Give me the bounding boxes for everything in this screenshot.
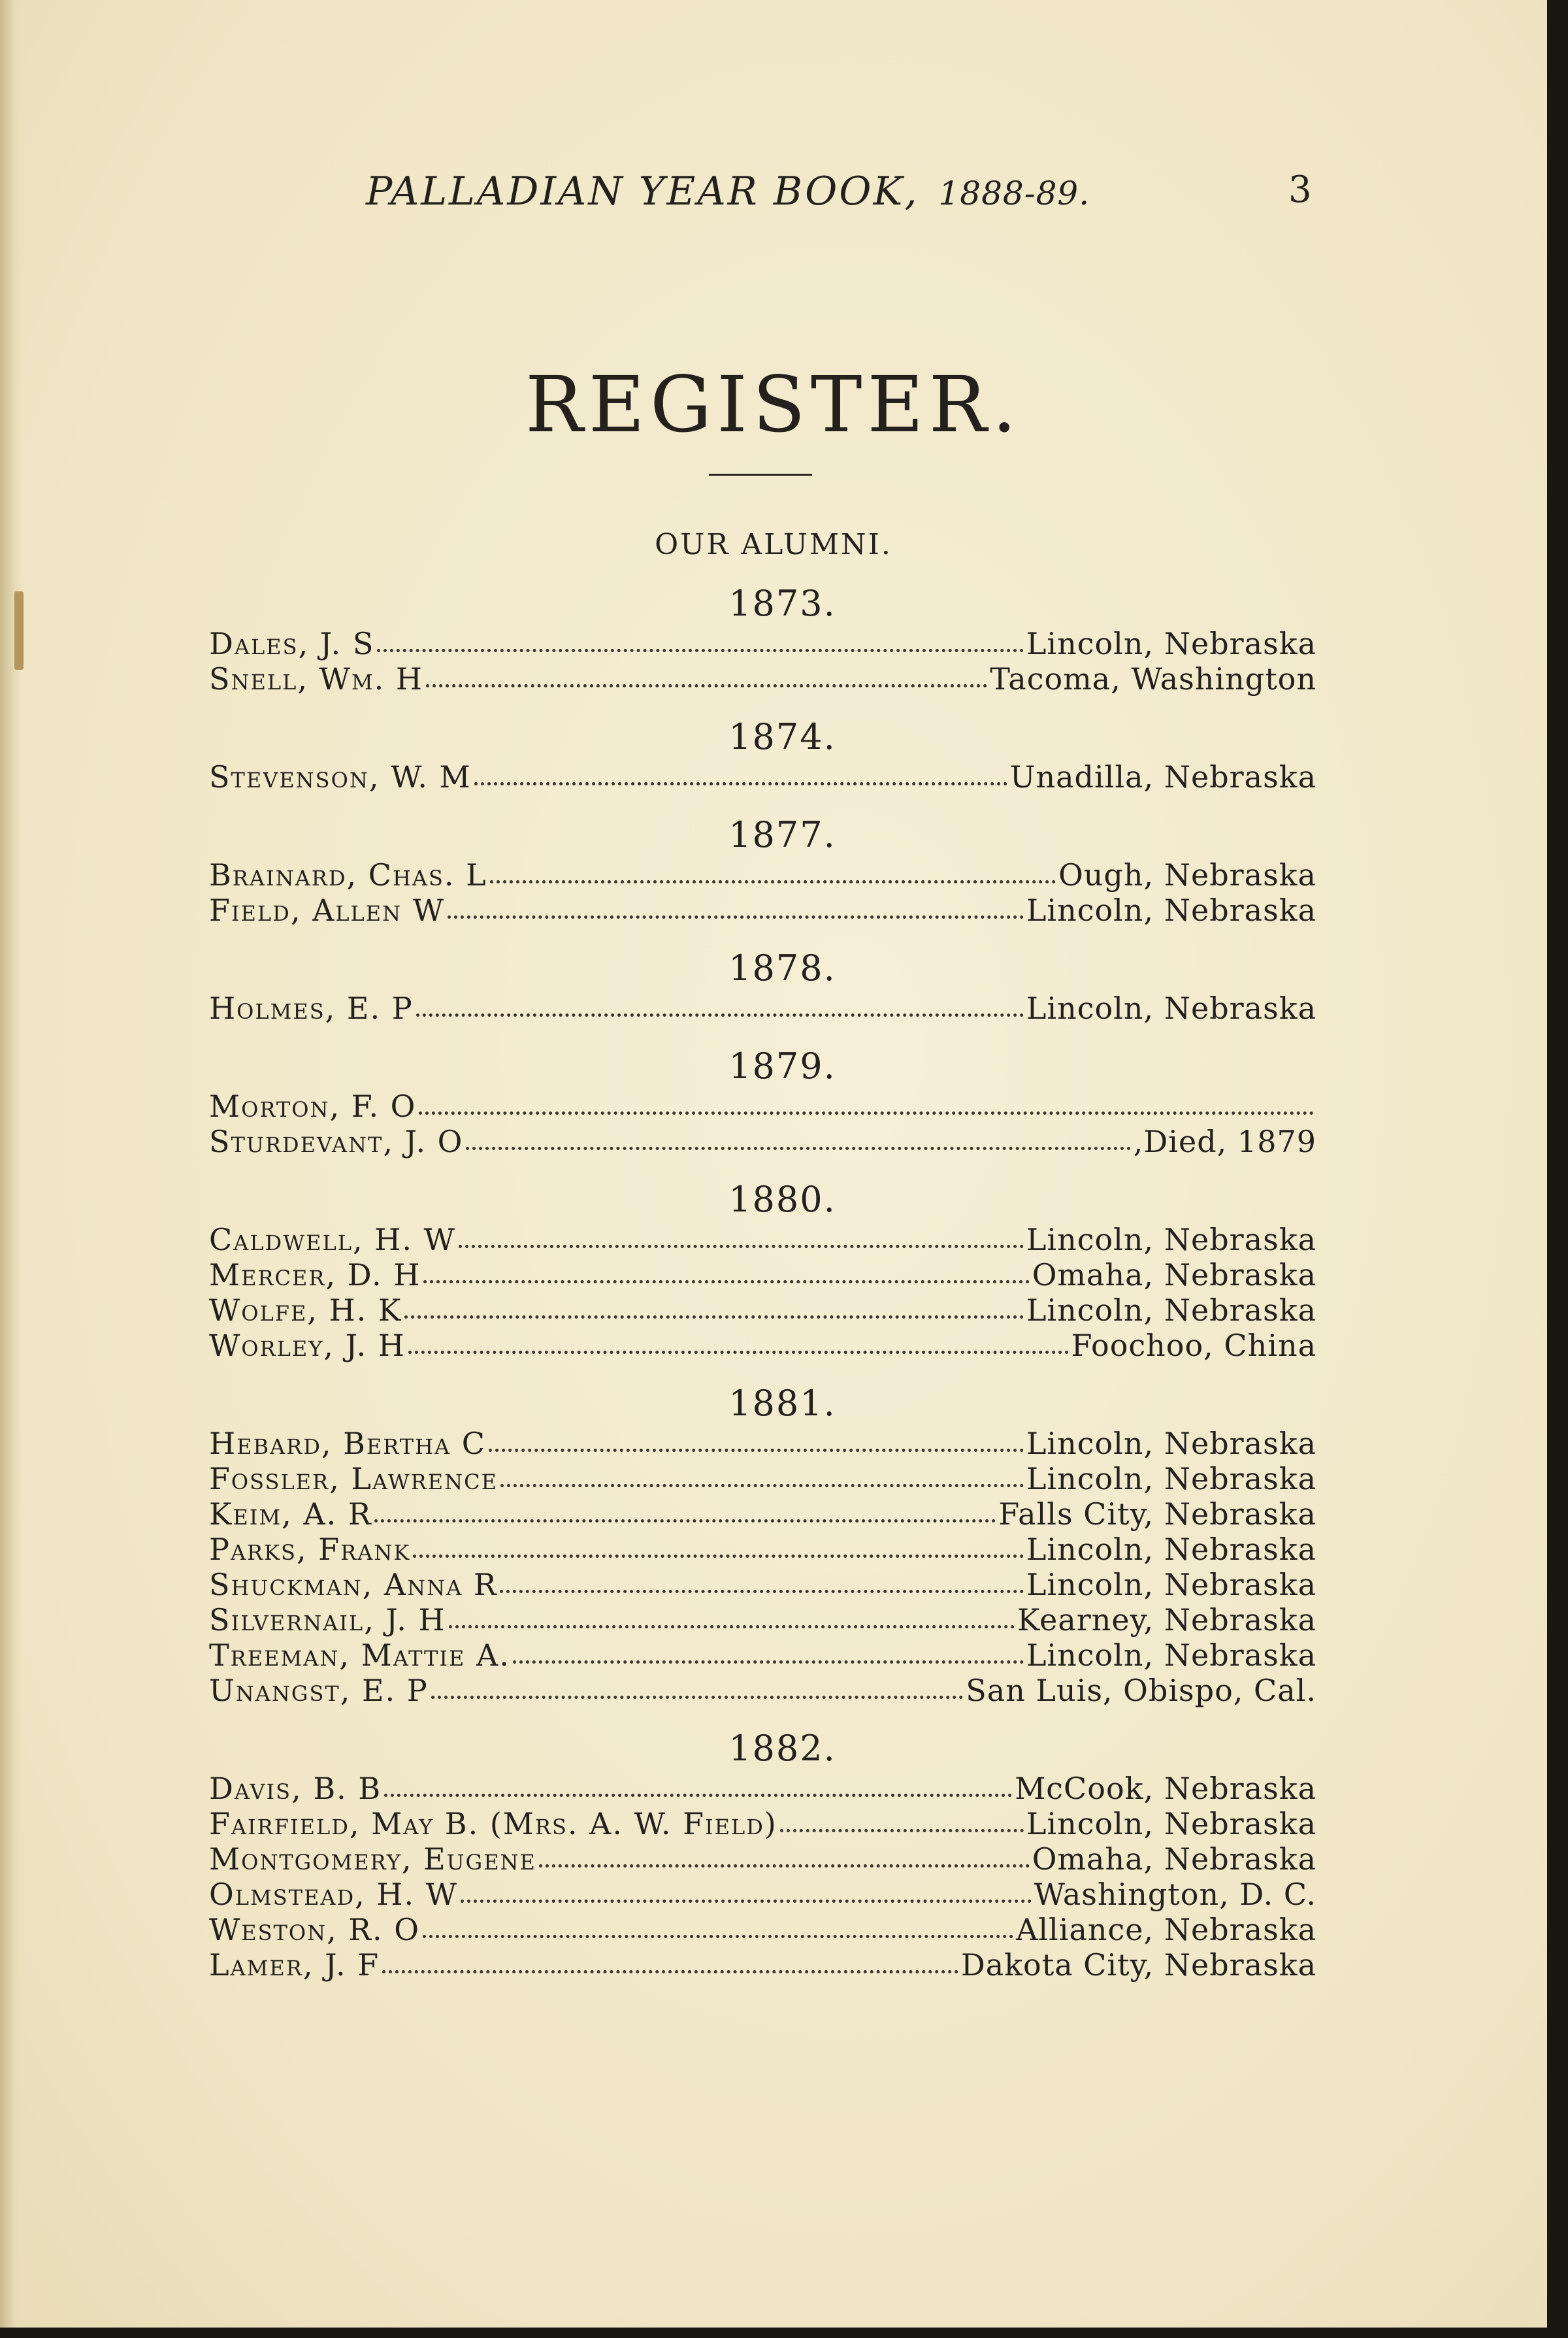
title-rule bbox=[709, 474, 812, 476]
alumnus-residence: Lincoln, Nebraska bbox=[1026, 1638, 1316, 1673]
dot-leader bbox=[500, 1590, 1023, 1593]
dot-leader bbox=[539, 1864, 1030, 1868]
running-title: PALLADIAN YEAR BOOK, bbox=[366, 169, 919, 214]
alumnus-name: Mercer, D. H bbox=[209, 1257, 421, 1292]
dot-leader bbox=[474, 782, 1007, 785]
alumni-entry bbox=[209, 1328, 1316, 1363]
running-header bbox=[366, 169, 1326, 214]
alumni-entry bbox=[209, 1461, 1316, 1496]
alumnus-name: Silvernail, J. H bbox=[209, 1602, 446, 1638]
alumni-entry bbox=[209, 857, 1316, 893]
alumnus-name: Holmes, E. P bbox=[209, 991, 414, 1026]
alumni-entry bbox=[209, 1806, 1316, 1841]
class-year-heading: 1878. bbox=[728, 947, 836, 989]
alumni-entry bbox=[209, 1877, 1316, 1912]
alumnus-residence: Lincoln, Nebraska bbox=[1026, 991, 1316, 1026]
dot-leader bbox=[416, 1013, 1024, 1017]
alumni-entry bbox=[209, 1841, 1316, 1877]
alumnus-name: Fossler, Lawrence bbox=[209, 1461, 498, 1496]
alumni-entry bbox=[209, 893, 1316, 928]
class-year-heading: 1877. bbox=[728, 814, 836, 855]
alumni-entry bbox=[209, 1673, 1316, 1708]
dot-leader bbox=[384, 1794, 1012, 1797]
dot-leader bbox=[377, 649, 1023, 652]
alumni-entry bbox=[209, 661, 1316, 697]
alumnus-name: Snell, Wm. H bbox=[209, 661, 424, 697]
alumnus-residence: Kearney, Nebraska bbox=[1017, 1602, 1316, 1638]
dot-leader bbox=[513, 1660, 1024, 1664]
dot-leader bbox=[500, 1484, 1024, 1487]
alumnus-name: Sturdevant, J. O bbox=[209, 1124, 464, 1159]
page-number: 3 bbox=[1288, 169, 1312, 211]
dot-leader bbox=[448, 915, 1024, 919]
alumnus-name: Keim, A. R bbox=[209, 1496, 372, 1532]
alumni-entry bbox=[209, 1426, 1316, 1461]
page-title: REGISTER. bbox=[525, 359, 1022, 450]
alumnus-residence: Lincoln, Nebraska bbox=[1026, 1292, 1316, 1328]
alumnus-name: Unangst, E. P bbox=[209, 1673, 429, 1708]
dot-leader bbox=[489, 1449, 1024, 1452]
dot-leader bbox=[423, 1935, 1013, 1938]
alumnus-residence: Lincoln, Nebraska bbox=[1026, 1222, 1316, 1257]
alumnus-residence: Ough, Nebraska bbox=[1058, 857, 1316, 893]
alumnus-name: Morton, F. O bbox=[209, 1089, 417, 1124]
alumni-entry bbox=[209, 1602, 1316, 1638]
alumnus-name: Davis, B. B bbox=[209, 1771, 382, 1806]
alumnus-name: Brainard, Chas. L bbox=[209, 857, 487, 893]
dot-leader bbox=[461, 1900, 1032, 1903]
alumnus-name: Lamer, J. F bbox=[209, 1947, 380, 1983]
alumnus-residence: Lincoln, Nebraska bbox=[1026, 1806, 1316, 1841]
dot-leader bbox=[459, 1245, 1024, 1248]
alumnus-name: Montgomery, Eugene bbox=[209, 1841, 536, 1877]
alumnus-residence: Omaha, Nebraska bbox=[1032, 1841, 1316, 1877]
class-year-heading: 1873. bbox=[728, 583, 836, 624]
alumnus-name: Wolfe, H. K bbox=[209, 1292, 402, 1328]
alumni-entry bbox=[209, 1257, 1316, 1292]
dot-leader bbox=[423, 1280, 1029, 1283]
alumnus-name: Treeman, Mattie A. bbox=[209, 1638, 510, 1673]
binding-edge bbox=[0, 0, 22, 2328]
alumnus-residence: Falls City, Nebraska bbox=[998, 1496, 1316, 1532]
alumnus-residence: Foochoo, China bbox=[1071, 1328, 1316, 1363]
dot-leader bbox=[413, 1555, 1024, 1558]
dot-leader bbox=[374, 1519, 996, 1523]
class-year-heading: 1879. bbox=[728, 1046, 836, 1087]
alumnus-residence: ,Died, 1879 bbox=[1133, 1124, 1316, 1159]
alumni-entry bbox=[209, 1947, 1316, 1983]
dot-leader bbox=[466, 1147, 1130, 1150]
dot-leader bbox=[404, 1315, 1024, 1319]
alumnus-residence: Washington, D. C. bbox=[1034, 1877, 1316, 1912]
alumnus-residence: San Luis, Obispo, Cal. bbox=[966, 1673, 1316, 1708]
alumni-entry bbox=[209, 1532, 1316, 1567]
alumnus-residence: Alliance, Nebraska bbox=[1016, 1912, 1316, 1947]
dot-leader bbox=[780, 1829, 1024, 1832]
dot-leader bbox=[382, 1970, 958, 1973]
alumnus-name: Fairfield, May B. (Mrs. A. W. Field) bbox=[209, 1806, 777, 1841]
alumnus-residence: Lincoln, Nebraska bbox=[1026, 1567, 1316, 1602]
class-year-heading: 1881. bbox=[728, 1383, 836, 1424]
alumni-entry bbox=[209, 1222, 1316, 1257]
dot-leader bbox=[490, 880, 1056, 883]
alumnus-residence: Lincoln, Nebraska bbox=[1026, 1426, 1316, 1461]
alumnus-name: Worley, J. H bbox=[209, 1328, 406, 1363]
alumnus-residence: Lincoln, Nebraska bbox=[1026, 626, 1316, 661]
alumni-register bbox=[209, 582, 1316, 1983]
alumnus-residence: Lincoln, Nebraska bbox=[1026, 1532, 1316, 1567]
alumni-entry bbox=[209, 1567, 1316, 1602]
alumnus-name: Parks, Frank bbox=[209, 1532, 411, 1567]
section-subtitle: OUR ALUMNI. bbox=[655, 528, 892, 561]
alumnus-residence: McCook, Nebraska bbox=[1015, 1771, 1316, 1806]
alumnus-name: Hebard, Bertha C bbox=[209, 1426, 486, 1461]
alumnus-residence: Unadilla, Nebraska bbox=[1009, 759, 1316, 795]
alumnus-name: Olmstead, H. W bbox=[209, 1877, 459, 1912]
dot-leader bbox=[426, 684, 987, 687]
alumnus-name: Caldwell, H. W bbox=[209, 1222, 456, 1257]
alumnus-residence: Tacoma, Washington bbox=[990, 661, 1316, 697]
alumni-entry bbox=[209, 759, 1316, 795]
dot-leader bbox=[408, 1351, 1069, 1354]
class-year-heading: 1874. bbox=[728, 716, 836, 757]
alumnus-name: Field, Allen W bbox=[209, 893, 446, 928]
alumni-entry bbox=[209, 1496, 1316, 1532]
alumni-entry bbox=[209, 1638, 1316, 1673]
alumni-entry bbox=[209, 1292, 1316, 1328]
alumni-entry bbox=[209, 626, 1316, 661]
alumni-entry bbox=[209, 991, 1316, 1026]
alumnus-residence: Dakota City, Nebraska bbox=[960, 1947, 1316, 1983]
alumni-entry bbox=[209, 1771, 1316, 1806]
alumni-entry bbox=[209, 1089, 1316, 1124]
class-year-heading: 1882. bbox=[728, 1728, 836, 1769]
dot-leader bbox=[449, 1625, 1015, 1628]
alumnus-name: Shuckman, Anna R bbox=[209, 1567, 498, 1602]
alumnus-residence: Lincoln, Nebraska bbox=[1026, 1461, 1316, 1496]
alumnus-residence: Omaha, Nebraska bbox=[1032, 1257, 1316, 1292]
alumni-entry bbox=[209, 1912, 1316, 1947]
header-years: 1888-89. bbox=[938, 174, 1090, 212]
class-year-heading: 1880. bbox=[728, 1179, 836, 1220]
alumnus-name: Weston, R. O bbox=[209, 1912, 420, 1947]
alumni-entry bbox=[209, 1124, 1316, 1159]
dot-leader bbox=[431, 1696, 964, 1699]
dot-leader bbox=[419, 1111, 1314, 1115]
alumnus-name: Dales, J. S bbox=[209, 626, 375, 661]
alumnus-name: Stevenson, W. M bbox=[209, 759, 472, 795]
alumnus-residence: Lincoln, Nebraska bbox=[1026, 893, 1316, 928]
